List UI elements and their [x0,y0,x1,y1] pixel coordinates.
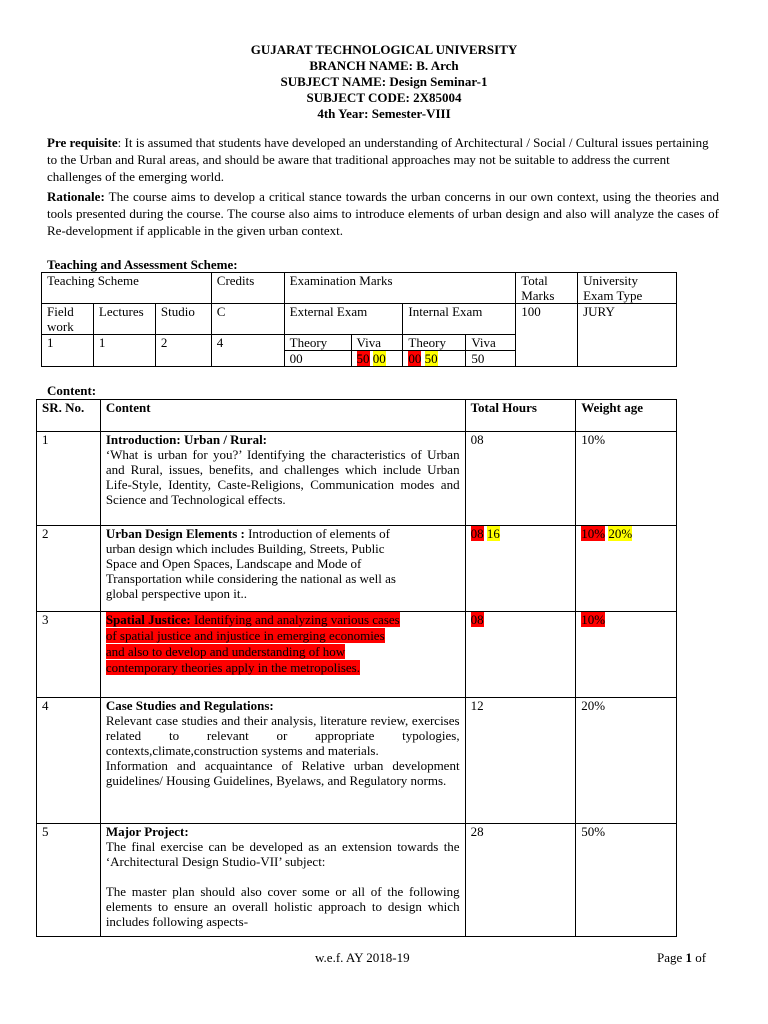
studio-header: Studio [155,304,211,335]
table-row [37,526,677,612]
page-number: 1 [685,950,693,965]
university-title: GUJARAT TECHNOLOGICAL UNIVERSITY [250,42,518,57]
branch-name: BRANCH NAME: B. Arch [309,58,459,73]
topic-body: ‘What is urban for you?’ Identifying the characteristics of Urban and Rural, issues, benefits, and challenges which include Urban Life-Style, Identity, Caste-Religions, Communication modes and Science and Technological effects. [105,447,460,507]
topic-body: Introduction of elements of urban design which includes Building, Streets, Public Space and Open Spaces, Landscape and Mode of Transportation while considering the national as well as global perspective upon it.. [105,526,396,601]
weight-new: 20% [608,526,633,541]
highlighted-text [106,612,400,675]
univ-exam-type-header: University Exam Type [578,273,677,304]
prerequisite-paragraph [47,134,719,185]
weightage-header: Weight age [576,400,677,432]
rationale-text: The course aims to develop a critical stance towards the urban concerns in our own context, using the theories and tools presented during the course. The course also aims to introduce elements of urban design and also will analyze the cases of Re-development if applicable in the given urban context. [47,189,719,238]
ext-viva-new: 00 [372,351,386,366]
content-cell [100,432,465,526]
int-theory-new: 50 [424,351,438,366]
table-row [37,432,677,526]
weight-cell [576,612,677,698]
sr-cell: 5 [37,824,101,937]
year-semester: 4th Year: Semester-VIII [317,106,451,121]
content-table [36,399,677,937]
weight-cell: 20% [576,698,677,824]
weight-value: 10% [581,612,606,627]
rationale-paragraph [47,188,719,239]
page-of: of [692,950,707,965]
total-hours-header: Total Hours [465,400,576,432]
content-cell [100,526,465,612]
weight-cell: 10% [576,432,677,526]
internal-exam-header: Internal Exam [403,304,516,335]
topic-heading: Spatial Justice: [105,612,191,627]
sr-cell: 2 [37,526,101,612]
topic-body: The final exercise can be developed as an extension towards the ‘Architectural Design Studio-VII’ subject: [105,839,460,869]
topic-body: Identifying and analyzing various cases of spatial justice and injustice in emerging economies and also to develop and understanding of how contemporary theories apply in the metropolises. [105,612,400,675]
field-work-header: Field work [42,304,94,335]
weight-cell [576,526,677,612]
exam-type-value: JURY [578,304,677,367]
content-header: Content [100,400,465,432]
sr-cell: 4 [37,698,101,824]
table-row [37,824,677,937]
topic-heading: Introduction: Urban / Rural: [105,432,268,447]
content-cell [100,824,465,937]
ext-viva-value [351,351,403,367]
subject-code: SUBJECT CODE: 2X85004 [306,90,462,105]
content-title: Content: [47,383,97,398]
content-cell [100,612,465,698]
content-cell [100,698,465,824]
sr-cell: 3 [37,612,101,698]
ext-theory-value: 00 [284,351,351,367]
footer-page [657,950,706,966]
int-theory-value [403,351,466,367]
hours-value: 08 [470,612,484,627]
page-label: Page [657,950,686,965]
hours-cell [465,526,576,612]
teaching-scheme-header: Teaching Scheme [42,273,212,304]
ext-viva-header: Viva [351,335,403,351]
scheme-title: Teaching and Assessment Scheme: [47,257,238,272]
int-viva-header: Viva [466,335,516,351]
prerequisite-text: : It is assumed that students have developed an understanding of Architectural / Social / Cultural issues pertaining to the Urban and Rural areas, and should be aware that traditional approaches may not be suitable to address the current challenges of the emerging world. [47,135,709,184]
hours-cell: 28 [465,824,576,937]
footer-wef: w.e.f. AY 2018-19 [315,950,410,965]
credits-header: Credits [211,273,284,304]
int-theory-header: Theory [403,335,466,351]
hours-new: 16 [486,526,500,541]
topic-heading: Case Studies and Regulations: [105,698,274,713]
total-marks-header: Total Marks [516,273,578,304]
sr-cell: 1 [37,432,101,526]
total-marks-value: 100 [516,304,578,367]
c-header: C [211,304,284,335]
prerequisite-label: Pre requisite [47,135,118,150]
hours-old: 08 [470,526,484,541]
hours-cell [465,612,576,698]
topic-heading: Urban Design Elements : [105,526,245,541]
field-work-value: 1 [42,335,94,367]
ext-viva-old: 50 [356,351,370,366]
topic-body-2: The master plan should also cover some or all of the following elements to ensure an overall holistic approach to design which includes following aspects- [105,884,460,929]
lectures-value: 1 [93,335,155,367]
subject-name: SUBJECT NAME: Design Seminar-1 [280,74,488,89]
topic-body-2: Information and acquaintance of Relative urban development guidelines/ Housing Guidelines, Byelaws, and Regulatory norms. [105,758,460,788]
int-viva-value: 50 [466,351,516,367]
topic-heading: Major Project: [105,824,189,839]
sr-no-header: SR. No. [37,400,101,432]
ext-theory-header: Theory [284,335,351,351]
weight-cell: 50% [576,824,677,937]
table-row [37,698,677,824]
table-row [37,612,677,698]
credits-value: 4 [211,335,284,367]
hours-cell: 08 [465,432,576,526]
topic-body: Relevant case studies and their analysis, literature review, exercises related to relevant or appropriate typologies, contexts,climate,construction systems and materials. [105,713,460,758]
hours-cell: 12 [465,698,576,824]
external-exam-header: External Exam [284,304,403,335]
studio-value: 2 [155,335,211,367]
scheme-table [41,272,677,367]
exam-marks-header: Examination Marks [284,273,516,304]
int-theory-old: 00 [408,351,422,366]
lectures-header: Lectures [93,304,155,335]
rationale-label: Rationale: [47,189,105,204]
weight-old: 10% [581,526,606,541]
